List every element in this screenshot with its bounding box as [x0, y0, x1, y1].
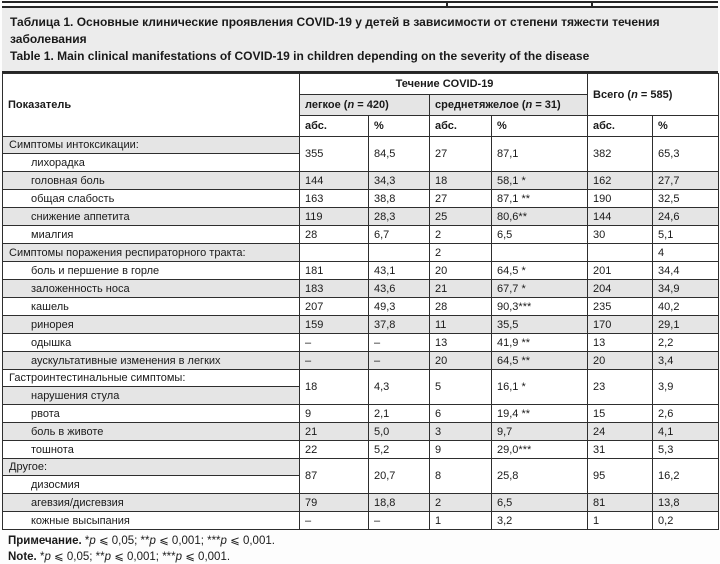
data-cell: 2 — [430, 244, 492, 262]
data-cell: 25,8 — [492, 459, 588, 494]
data-cell: 28,3 — [369, 208, 430, 226]
table-row — [3, 298, 719, 316]
row-label: кожные высыпания — [3, 512, 300, 530]
data-cell: 3,2 — [492, 512, 588, 530]
footnotes — [2, 530, 718, 564]
row-label: одышка — [3, 334, 300, 352]
data-cell: 5 — [430, 370, 492, 405]
data-cell: 19,4 ** — [492, 405, 588, 423]
data-cell: 0,2 — [653, 512, 719, 530]
data-cell: 40,2 — [653, 298, 719, 316]
row-label: головная боль — [3, 172, 300, 190]
data-cell: 58,1 * — [492, 172, 588, 190]
data-cell: 29,0*** — [492, 441, 588, 459]
footnote-en — [8, 549, 718, 564]
data-cell: 21 — [300, 423, 369, 441]
abs-header: абс. — [300, 116, 369, 137]
table-row — [3, 334, 719, 352]
data-cell: 34,4 — [653, 262, 719, 280]
data-cell: 35,5 — [492, 316, 588, 334]
data-cell: 11 — [430, 316, 492, 334]
data-cell: 25 — [430, 208, 492, 226]
row-label: боль и першение в горле — [3, 262, 300, 280]
row-label: боль в животе — [3, 423, 300, 441]
data-cell: 95 — [588, 459, 653, 494]
data-cell: 235 — [588, 298, 653, 316]
data-cell: 6,5 — [492, 226, 588, 244]
data-cell: 16,2 — [653, 459, 719, 494]
data-cell: 81 — [588, 494, 653, 512]
row-label: общая слабость — [3, 190, 300, 208]
data-cell: 15 — [588, 405, 653, 423]
footnote-en-text: *p ⩽ 0,05; **p ⩽ 0,001; ***p ⩽ 0,001. — [39, 551, 231, 563]
data-cell: 2,1 — [369, 405, 430, 423]
table-row — [3, 512, 719, 530]
row-label: Симптомы поражения респираторного тракта: — [3, 244, 300, 262]
table-row — [3, 316, 719, 334]
data-cell: 23 — [588, 370, 653, 405]
data-cell: 34,3 — [369, 172, 430, 190]
data-cell: 163 — [300, 190, 369, 208]
data-cell: 27 — [430, 137, 492, 172]
data-cell: 5,1 — [653, 226, 719, 244]
data-cell: 24 — [588, 423, 653, 441]
data-cell: 65,3 — [653, 137, 719, 172]
data-cell: 1 — [430, 512, 492, 530]
abs-header: абс. — [588, 116, 653, 137]
clinical-table — [2, 73, 719, 530]
data-cell: 20 — [588, 352, 653, 370]
row-label: рвота — [3, 405, 300, 423]
data-cell: 37,8 — [369, 316, 430, 334]
data-cell: 49,3 — [369, 298, 430, 316]
row-label: заложенность носа — [3, 280, 300, 298]
pct-header: % — [369, 116, 430, 137]
data-cell: 90,3*** — [492, 298, 588, 316]
data-cell: 4,3 — [369, 370, 430, 405]
data-cell: 6 — [430, 405, 492, 423]
top-rule — [2, 1, 718, 8]
data-cell: 41,9 ** — [492, 334, 588, 352]
data-cell: 6,7 — [369, 226, 430, 244]
column-stub — [446, 1, 448, 8]
data-cell: 32,5 — [653, 190, 719, 208]
data-cell: 38,8 — [369, 190, 430, 208]
row-label: дизосмия — [3, 476, 300, 494]
data-cell: 43,6 — [369, 280, 430, 298]
data-cell: 4,1 — [653, 423, 719, 441]
data-cell: 79 — [300, 494, 369, 512]
data-cell: – — [300, 352, 369, 370]
mild-group-header: легкое (n = 420) — [300, 95, 430, 116]
data-cell: 64,5 ** — [492, 352, 588, 370]
row-label: агевзия/дисгевзия — [3, 494, 300, 512]
data-cell: 204 — [588, 280, 653, 298]
row-label: тошнота — [3, 441, 300, 459]
data-cell: 20,7 — [369, 459, 430, 494]
data-cell — [588, 244, 653, 262]
data-cell: 2,2 — [653, 334, 719, 352]
data-cell: 28 — [430, 298, 492, 316]
table-row — [3, 494, 719, 512]
data-cell: 355 — [300, 137, 369, 172]
data-cell: – — [300, 334, 369, 352]
total-group-header: Всего (n = 585) — [588, 74, 719, 116]
data-cell — [369, 244, 430, 262]
data-cell: 20 — [430, 262, 492, 280]
data-cell: 13,8 — [653, 494, 719, 512]
section-row — [3, 244, 719, 262]
data-cell: 20 — [430, 352, 492, 370]
data-cell: 2 — [430, 226, 492, 244]
row-label: миалгия — [3, 226, 300, 244]
table-row — [3, 172, 719, 190]
data-cell: 9 — [430, 441, 492, 459]
data-cell: 2 — [430, 494, 492, 512]
data-cell: 87 — [300, 459, 369, 494]
table-row — [3, 405, 719, 423]
indicator-header: Показатель — [3, 74, 300, 137]
data-cell: 80,6** — [492, 208, 588, 226]
table-row — [3, 262, 719, 280]
data-cell: 16,1 * — [492, 370, 588, 405]
table-row — [3, 441, 719, 459]
data-cell: 22 — [300, 441, 369, 459]
table-row — [3, 190, 719, 208]
footnote-en-label: Note. — [8, 551, 37, 563]
data-cell: 64,5 * — [492, 262, 588, 280]
column-stub — [591, 1, 593, 8]
data-cell: 144 — [300, 172, 369, 190]
data-cell: 29,1 — [653, 316, 719, 334]
data-cell: 183 — [300, 280, 369, 298]
section-row — [3, 137, 719, 154]
data-cell: 190 — [588, 190, 653, 208]
data-cell: 6,5 — [492, 494, 588, 512]
course-group-header: Течение COVID-19 — [300, 74, 588, 95]
data-cell: 144 — [588, 208, 653, 226]
data-cell: 87,1 ** — [492, 190, 588, 208]
data-cell: 28 — [300, 226, 369, 244]
data-cell — [300, 244, 369, 262]
data-cell: 87,1 — [492, 137, 588, 172]
data-cell — [492, 244, 588, 262]
data-cell: 3,9 — [653, 370, 719, 405]
data-cell: 181 — [300, 262, 369, 280]
data-cell: 18 — [430, 172, 492, 190]
data-cell: – — [369, 334, 430, 352]
data-cell: 162 — [588, 172, 653, 190]
table-head — [3, 74, 719, 137]
data-cell: 27 — [430, 190, 492, 208]
row-label: лихорадка — [3, 154, 300, 172]
table-row — [3, 208, 719, 226]
data-cell: 9,7 — [492, 423, 588, 441]
row-label: нарушения стула — [3, 387, 300, 405]
data-cell: 5,0 — [369, 423, 430, 441]
pct-header: % — [492, 116, 588, 137]
data-cell: – — [369, 352, 430, 370]
row-label: аускультативные изменения в легких — [3, 352, 300, 370]
row-label: Другое: — [3, 459, 300, 476]
data-cell: 119 — [300, 208, 369, 226]
table-title-en: Table 1. Main clinical manifestations of COVID-19 in children depending on the severity of the disease — [10, 49, 590, 63]
data-cell: 67,7 * — [492, 280, 588, 298]
section-row — [3, 370, 719, 387]
data-cell: 13 — [588, 334, 653, 352]
data-cell: 3,4 — [653, 352, 719, 370]
data-cell: 2,6 — [653, 405, 719, 423]
table-row — [3, 226, 719, 244]
data-cell: 3 — [430, 423, 492, 441]
footnote-ru — [8, 533, 718, 549]
data-cell: 4 — [653, 244, 719, 262]
footnote-ru-text: *p ⩽ 0,05; **p ⩽ 0,001; ***p ⩽ 0,001. — [84, 535, 275, 547]
section-row — [3, 459, 719, 476]
row-label: кашель — [3, 298, 300, 316]
data-cell: 5,2 — [369, 441, 430, 459]
table-row — [3, 280, 719, 298]
table-row — [3, 352, 719, 370]
data-cell: 382 — [588, 137, 653, 172]
table-title-ru: Таблица 1. Основные клинические проявления COVID-19 у детей в зависимости от степени тяжести течения заболевания — [10, 15, 660, 46]
data-cell: 18,8 — [369, 494, 430, 512]
data-cell: 13 — [430, 334, 492, 352]
data-cell: 43,1 — [369, 262, 430, 280]
row-label: ринорея — [3, 316, 300, 334]
data-cell: 21 — [430, 280, 492, 298]
table-body — [3, 137, 719, 530]
data-cell: 84,5 — [369, 137, 430, 172]
data-cell: 5,3 — [653, 441, 719, 459]
data-cell: 8 — [430, 459, 492, 494]
data-cell: 201 — [588, 262, 653, 280]
data-cell: 27,7 — [653, 172, 719, 190]
data-cell: 34,9 — [653, 280, 719, 298]
data-cell: – — [369, 512, 430, 530]
moderate-group-header: среднетяжелое (n = 31) — [430, 95, 588, 116]
footnote-ru-label: Примечание. — [8, 535, 82, 547]
data-cell: 170 — [588, 316, 653, 334]
data-cell: 1 — [588, 512, 653, 530]
data-cell: 9 — [300, 405, 369, 423]
data-cell: 24,6 — [653, 208, 719, 226]
header-row-groups — [3, 74, 719, 95]
table-caption — [2, 8, 718, 73]
data-cell: 31 — [588, 441, 653, 459]
data-cell: 207 — [300, 298, 369, 316]
data-cell: 159 — [300, 316, 369, 334]
abs-header: абс. — [430, 116, 492, 137]
row-label: Симптомы интоксикации: — [3, 137, 300, 154]
data-cell: 18 — [300, 370, 369, 405]
data-cell: – — [300, 512, 369, 530]
data-cell: 30 — [588, 226, 653, 244]
row-label: снижение аппетита — [3, 208, 300, 226]
row-label: Гастроинтестинальные симптомы: — [3, 370, 300, 387]
pct-header: % — [653, 116, 719, 137]
table-row — [3, 423, 719, 441]
